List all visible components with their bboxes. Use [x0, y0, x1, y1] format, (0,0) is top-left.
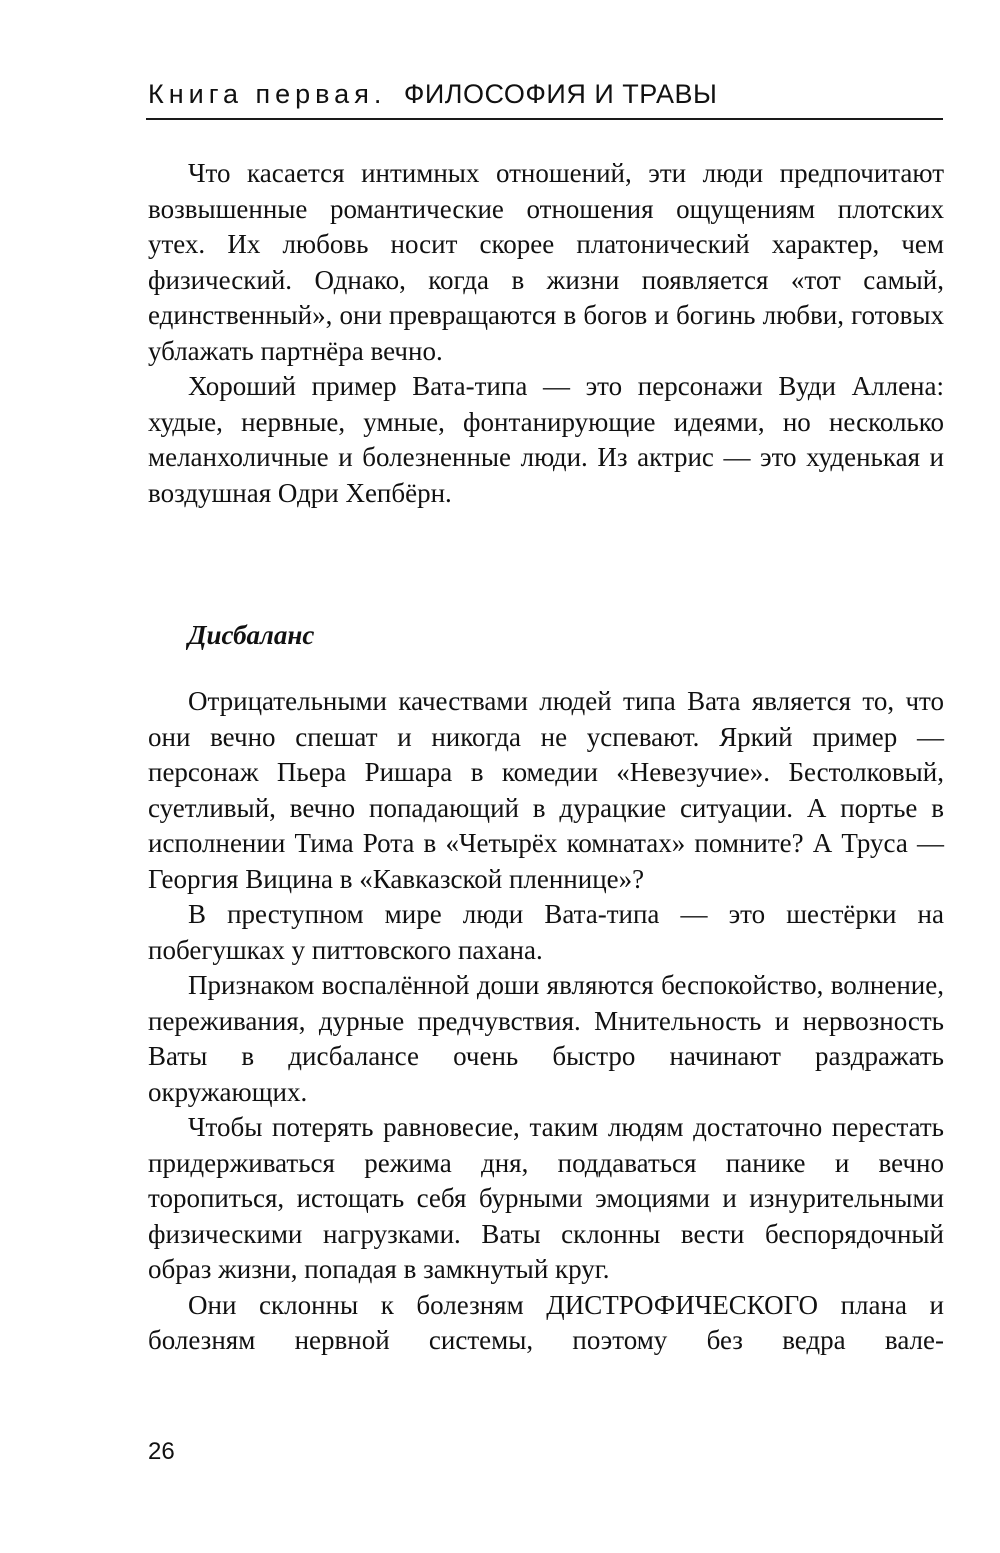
paragraph: Отрицательными качествами людей типа Вата является то, что они вечно спешат и никогда не успевают. Яркий пример — персонаж Пьера Ришара в комедии «Невезучие». Бестолковый, суетливый, вечно попадающий в дурацкие ситуации. А портье в исполнении Тима Рота в «Четырёх комнатах» помните? А Труса — Георгия Вицина в «Кавказской пленнице»? — [148, 686, 944, 894]
header-book-title: Книга первая. — [148, 79, 387, 109]
text-block-intimacy — [148, 156, 944, 511]
paragraph: Признаком воспалённой доши являются беспокойство, волнение, переживания, дурные предчувствия. Мнительность и нервозность Ваты в дисбалансе очень быстро начинают раздражать окружающих. — [148, 970, 944, 1107]
header-rule — [146, 118, 943, 120]
section-subheading: Дисбаланс — [188, 620, 315, 650]
paragraph: Чтобы потерять равновесие, таким людям достаточно перестать придерживаться режима дня, поддаваться панике и вечно торопиться, истощать себя бурными эмоциями и изнурительными физическими нагрузками. Ваты склонны вести беспорядочный образ жизни, попадая в замкнутый круг. — [148, 1112, 944, 1284]
running-header — [148, 74, 942, 114]
paragraph: Они склонны к болезням ДИСТРОФИЧЕСКОГО плана и болезням нервной системы, поэтому без ведра вале- — [148, 1289, 944, 1355]
text-block-imbalance — [148, 684, 944, 1359]
paragraph: Хороший пример Вата-типа — это персонажи Вуди Аллена: худые, нервные, умные, фонтанирующие идеями, но несколько меланхоличные и болезненные люди. Из актрис — это худенькая и воздушная Одри Хепбёрн. — [148, 371, 944, 508]
paragraph: В преступном мире люди Вата-типа — это шестёрки на побегушках у питтовского пахана. — [148, 899, 944, 965]
paragraph: Что касается интимных отношений, эти люди предпочитают возвышенные романтические отношения ощущениям плотских утех. Их любовь носит скорее платонический характер, чем физический. Однако, когда в жизни появляется «тот самый, единственный», они превращаются в богов и богинь любви, готовых ублажать партнёра вечно. — [148, 158, 944, 366]
page-number: 26 — [148, 1438, 175, 1465]
header-section-title: ФИЛОСОФИЯ И ТРАВЫ — [403, 79, 718, 109]
